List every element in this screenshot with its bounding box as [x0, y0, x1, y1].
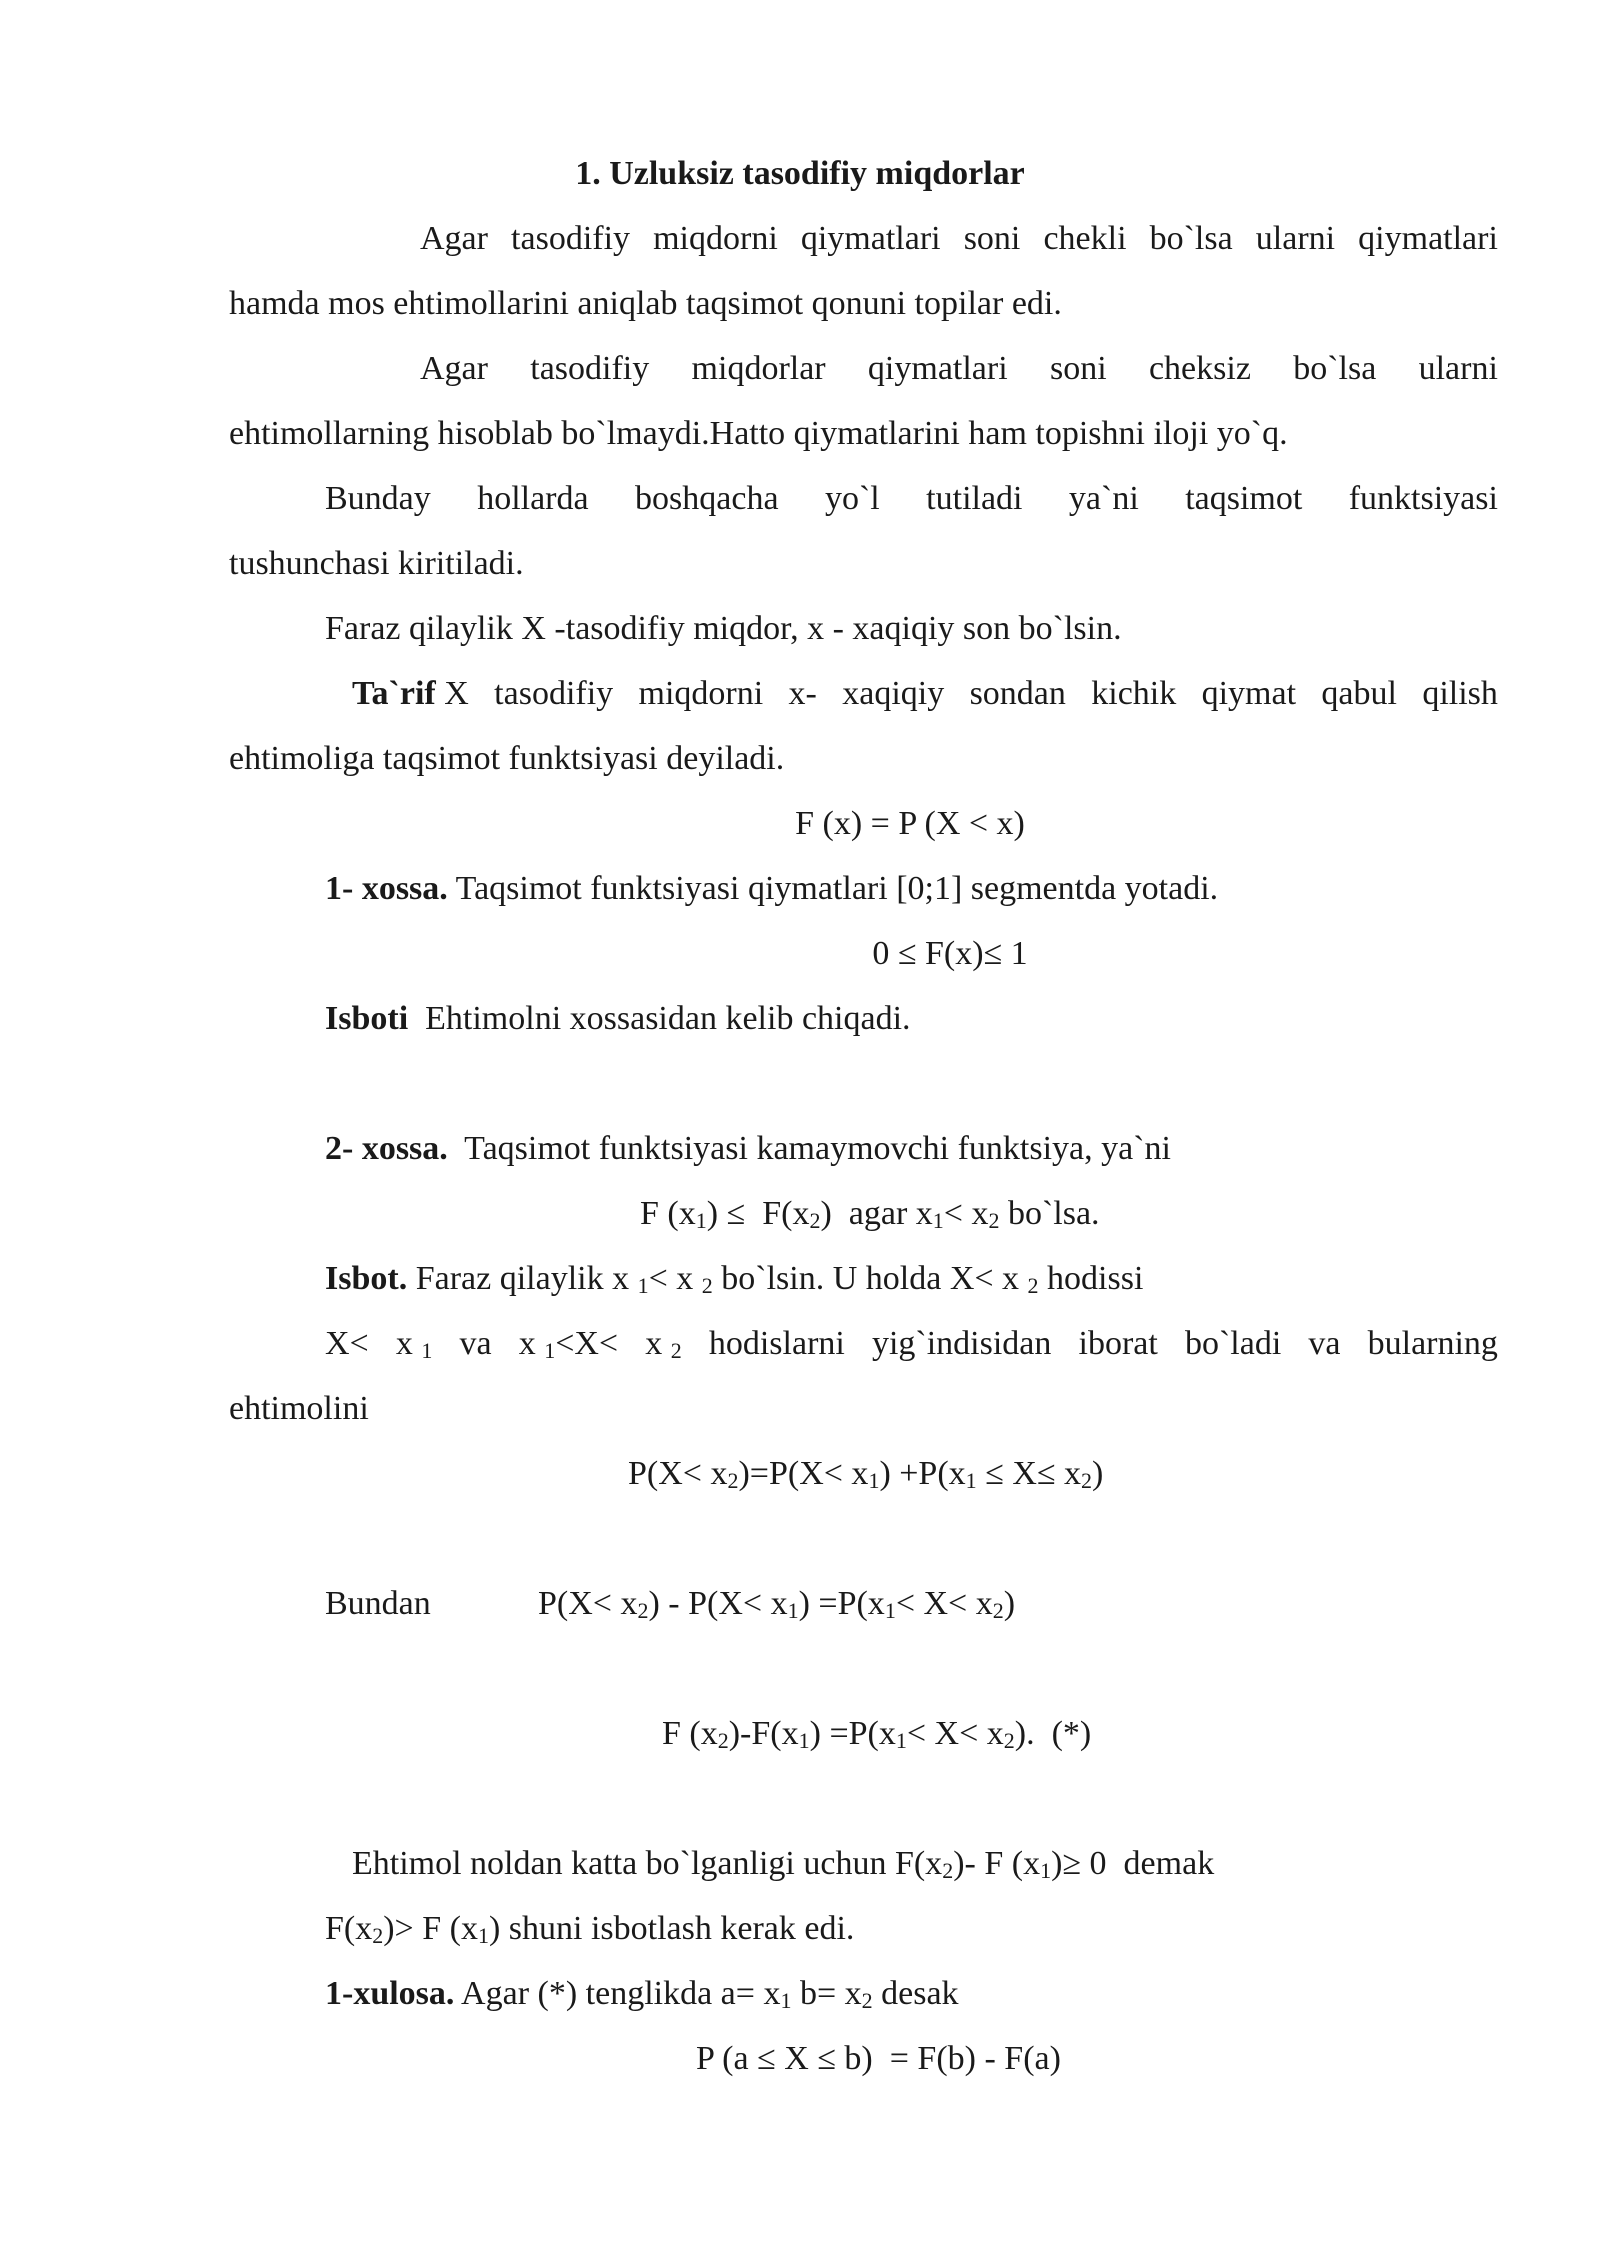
subscript: 2 — [372, 1923, 384, 1948]
text-fragment: )> F (x — [383, 1910, 478, 1947]
subscript: 2 — [988, 1208, 1000, 1233]
word: miqdorni — [653, 220, 778, 257]
text-fragment: x — [395, 1325, 413, 1362]
word: qiymatlari — [800, 220, 941, 257]
subscript: 2 — [701, 1273, 713, 1298]
definition-line-2: ehtimoliga taqsimot funktsiyasi deyiladi. — [229, 740, 785, 777]
text-fragment: va — [459, 1325, 492, 1362]
subscript: 2 — [1081, 1468, 1093, 1493]
text-fragment: ) - P(X< x — [648, 1585, 788, 1622]
subscript: 1 — [895, 1728, 907, 1753]
paragraph-2-line-1 — [420, 349, 1498, 389]
subscript: 1 — [477, 1923, 489, 1948]
subscript: 1 — [932, 1208, 944, 1233]
subscript: 1 — [780, 1988, 792, 2013]
text-fragment: < X< x — [906, 1715, 1004, 1752]
proof-text: Ehtimolni xossasidan kelib chiqadi. — [408, 1000, 911, 1037]
word: bo`lsa — [1149, 220, 1233, 257]
formula-sum — [628, 1454, 1103, 1494]
property-1-formula: 0 ≤ F(x)≤ 1 — [872, 935, 1028, 972]
word: qiymatlari — [867, 350, 1008, 387]
word: kichik — [1091, 675, 1177, 712]
text-fragment: ) =P(x — [809, 1715, 896, 1752]
text-fragment: Ehtimol noldan katta bo`lganligi uchun F(x — [352, 1845, 943, 1882]
word: Agar — [420, 220, 488, 257]
corollary-1 — [325, 1974, 959, 2014]
text-fragment: desak — [872, 1975, 959, 2012]
word: xaqiqiy — [842, 675, 945, 712]
proof-label: Isboti — [325, 1000, 409, 1037]
conclusion-line-2 — [325, 1909, 854, 1949]
text-fragment: < x — [943, 1195, 989, 1232]
page-title: 1. Uzluksiz tasodifiy miqdorlar — [575, 155, 1025, 192]
text-fragment: x — [518, 1325, 536, 1362]
paragraph-2-line-2: ehtimollarning hisoblab bo`lmaydi.Hatto qiymatlarini ham topishni iloji yo`q. — [229, 415, 1288, 452]
text-fragment: bo`ladi — [1184, 1325, 1282, 1362]
word: qabul — [1321, 675, 1397, 712]
word: qiymatlari — [1358, 220, 1498, 257]
text-fragment: ). (*) — [1014, 1715, 1092, 1752]
text-fragment: b= x — [791, 1975, 862, 2012]
word: ularni — [1255, 220, 1336, 257]
word: tasodifiy — [494, 675, 614, 712]
subscript: 1 — [798, 1728, 810, 1753]
subscript: 2 — [670, 1338, 682, 1363]
word: ya`ni — [1068, 480, 1139, 517]
text-fragment: )-F(x — [728, 1715, 799, 1752]
text-fragment: X< — [325, 1325, 369, 1362]
word: hollarda — [477, 480, 589, 517]
text-fragment: ) — [1003, 1585, 1016, 1622]
text-fragment: bo`lsin. U holda X< x — [712, 1260, 1028, 1297]
property-2-formula — [640, 1194, 1100, 1234]
text-fragment: < X< x — [895, 1585, 993, 1622]
text-fragment: P(X< x — [538, 1585, 638, 1622]
subscript: 2 — [942, 1858, 954, 1883]
text-fragment: )=P(X< x — [738, 1455, 869, 1492]
subscript: 1 — [637, 1273, 649, 1298]
word: Agar — [420, 350, 488, 387]
property-2-proof-line-2 — [325, 1324, 1498, 1364]
word: soni — [963, 220, 1021, 257]
word: X — [444, 675, 469, 712]
word: ularni — [1418, 350, 1498, 387]
subscript: 1 — [868, 1468, 880, 1493]
word: qiymat — [1201, 675, 1297, 712]
subscript: 1 — [695, 1208, 707, 1233]
corollary-1-label: 1-xulosa. — [325, 1975, 455, 2012]
word: tasodifiy — [530, 350, 650, 387]
text-fragment: ) +P(x — [879, 1455, 966, 1492]
text-fragment: x — [645, 1325, 663, 1362]
text-fragment: )- F (x — [953, 1845, 1041, 1882]
subscript: 2 — [861, 1988, 873, 2013]
word: cheksiz — [1148, 350, 1251, 387]
paragraph-1-line-1 — [420, 219, 1498, 259]
text-fragment: va — [1308, 1325, 1341, 1362]
word: miqdorni — [638, 675, 764, 712]
word: taqsimot — [1185, 480, 1303, 517]
subscript: 1 — [544, 1338, 556, 1363]
subscript: 1 — [965, 1468, 977, 1493]
property-2-label: 2- xossa. — [325, 1130, 448, 1167]
property-2-proof-line-3: ehtimolini — [229, 1390, 369, 1427]
property-1-text: Taqsimot funktsiyasi qiymatlari [0;1] segmentda yotadi. — [447, 870, 1219, 907]
text-fragment: Agar (*) tenglikda a= x — [454, 1975, 781, 2012]
property-1-proof — [325, 999, 911, 1039]
text-fragment: ≤ X≤ x — [976, 1455, 1082, 1492]
subscript: 1 — [787, 1598, 799, 1623]
subscript: 1 — [884, 1598, 896, 1623]
word: chekli — [1043, 220, 1127, 257]
subscript: 2 — [1027, 1273, 1039, 1298]
text-fragment: iborat — [1078, 1325, 1158, 1362]
word: tutiladi — [926, 480, 1023, 517]
word: yo`l — [824, 480, 880, 517]
text-fragment: bularning — [1367, 1325, 1498, 1362]
formula-difference — [538, 1584, 1015, 1624]
text-fragment: ) — [1092, 1455, 1104, 1492]
text-fragment: < x — [648, 1260, 702, 1297]
subscript: 1 — [1040, 1858, 1052, 1883]
text-fragment: ) =P(x — [798, 1585, 885, 1622]
conclusion-line-1 — [352, 1844, 1214, 1884]
word: soni — [1049, 350, 1107, 387]
text-fragment: F (x — [640, 1195, 696, 1232]
text-fragment: yig`indisidan — [871, 1325, 1052, 1362]
subscript: 1 — [421, 1338, 433, 1363]
text-fragment: hodislarni — [708, 1325, 845, 1362]
paragraph-3-line-1 — [325, 479, 1498, 519]
text-fragment — [519, 1324, 618, 1364]
bundan-label: Bundan — [325, 1585, 431, 1622]
text-fragment — [396, 1324, 433, 1364]
word: boshqacha — [635, 480, 779, 517]
property-1-label: 1- xossa. — [325, 870, 448, 907]
text-fragment: )≥ 0 demak — [1051, 1845, 1215, 1882]
word: x- — [788, 675, 817, 712]
text-fragment — [352, 674, 469, 714]
property-2-text: Taqsimot funktsiyasi kamaymovchi funktsiya, ya`ni — [447, 1130, 1171, 1167]
text-fragment: ) ≤ F(x — [706, 1195, 810, 1232]
paragraph-4: Faraz qilaylik X -tasodifiy miqdor, x - xaqiqiy son bo`lsin. — [325, 610, 1122, 647]
word: Bunday — [325, 480, 431, 517]
word: tasodifiy — [511, 220, 631, 257]
text-fragment: F (x — [662, 1715, 718, 1752]
paragraph-3-line-2: tushunchasi kiritiladi. — [229, 545, 524, 582]
property-1 — [325, 869, 1218, 909]
property-2 — [325, 1129, 1171, 1169]
word: miqdorlar — [691, 350, 826, 387]
subscript: 2 — [637, 1598, 649, 1623]
proof-label: Isbot. — [325, 1260, 408, 1297]
text-fragment: ) agar x — [820, 1195, 933, 1232]
subscript: 2 — [992, 1598, 1004, 1623]
text-fragment: ) shuni isbotlash kerak edi. — [488, 1910, 855, 1947]
property-2-proof-line-1 — [325, 1259, 1143, 1299]
subscript: 2 — [717, 1728, 729, 1753]
text-fragment — [645, 1324, 682, 1364]
definition-line-1 — [352, 674, 1498, 714]
subscript: 2 — [727, 1468, 739, 1493]
definition-label: Ta`rif — [352, 675, 436, 712]
text-fragment: F(x — [325, 1910, 373, 1947]
text-fragment: bo`lsa. — [999, 1195, 1100, 1232]
paragraph-1-line-2: hamda mos ehtimollarini aniqlab taqsimot qonuni topilar edi. — [229, 285, 1062, 322]
subscript: 2 — [809, 1208, 821, 1233]
text-fragment: P(X< x — [628, 1455, 728, 1492]
formula-definition: F (x) = P (X < x) — [795, 805, 1025, 842]
word: bo`lsa — [1293, 350, 1377, 387]
subscript: 2 — [1003, 1728, 1015, 1753]
text-fragment: Faraz qilaylik x — [407, 1260, 638, 1297]
text-fragment: hodissi — [1038, 1260, 1144, 1297]
word: qilish — [1422, 675, 1498, 712]
text-fragment: <X< — [555, 1325, 619, 1362]
corollary-1-formula: P (a ≤ X ≤ b) = F(b) - F(a) — [696, 2040, 1061, 2077]
word: sondan — [969, 675, 1066, 712]
formula-star — [662, 1714, 1091, 1754]
word: funktsiyasi — [1348, 480, 1498, 517]
